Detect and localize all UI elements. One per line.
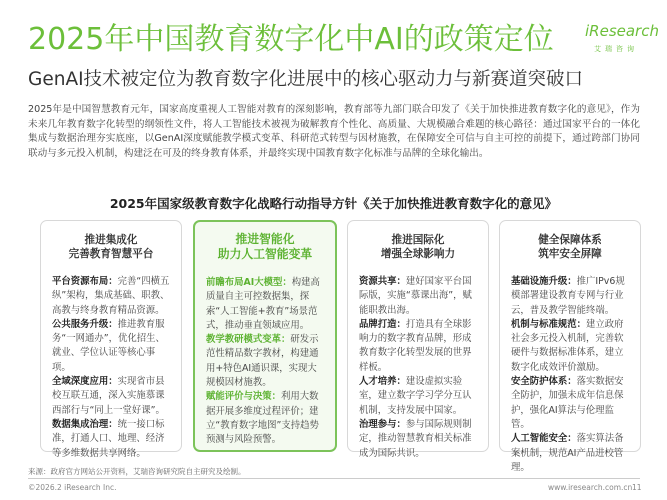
item-key: 全域深度应用： [52, 376, 118, 388]
page-title: 2025年中国教育数字化中AI的政策定位 [28, 22, 554, 57]
card-heading [500, 233, 640, 261]
card-heading [348, 233, 488, 261]
card-body [41, 261, 181, 461]
item-text: 研发示范性精品数字教材，构建通用+特色AI通识课，实现大规模因材施教。 [206, 334, 319, 389]
item-key: 教学教研模式变革： [206, 334, 291, 346]
logo-subtext: 艾瑞咨询 [594, 45, 638, 53]
item-key: 基础设施升级： [511, 276, 577, 287]
card-item [206, 333, 326, 390]
item-text: 构建高质量自主可控数据集，探索“人工智能+教育”场景范式，推动垂直领域应用。 [206, 277, 320, 331]
item-key: 机制与标准规范： [511, 318, 587, 330]
card-item [52, 418, 172, 461]
section-title: 2025年国家级教育数字化战略行动指导方针《关于加快推进教育数字化的意见》 [109, 196, 558, 211]
card-heading-line2: 筑牢安全屏障 [538, 248, 602, 260]
card-item [359, 275, 479, 318]
item-text: 打造具有全球影响力的数字教育品牌，形成教育数字化转型发展的世界样板。 [359, 318, 472, 373]
card-item [511, 432, 631, 475]
source-note: 来源：政府官方网站公开资料，艾瑞咨询研究院自主研究及绘制。 [28, 467, 246, 476]
item-text: 建设虚拟实验室，建立数字学习学分互认机制，支持发展中国家。 [359, 376, 472, 416]
item-text: 参与国际规则制定，推动智慧教育相关标准成为国际共识。 [359, 418, 472, 459]
card-item [359, 418, 479, 461]
card-body [348, 261, 488, 461]
card-heading-line1: 推进集成化 [84, 234, 138, 246]
card-item [206, 276, 326, 333]
item-key: 治理参与： [359, 418, 406, 430]
item-text: 建好国家平台国际版，实施“慕课出海”，赋能职教出海。 [359, 276, 472, 316]
card-heading-line1: 推进智能化 [235, 232, 295, 246]
item-text: 推广IPv6规模部署建设教育专网与行业云，普及教学智能终端。 [511, 276, 625, 316]
website-url: www.iresearch.com.cn [548, 483, 633, 492]
card-internationalization [347, 220, 489, 459]
intro-paragraph: 2025年是中国智慧教育元年，国家高度重视人工智能对教育的深刻影响，教育部等九部门联合印发了《关于加快推进教育数字化的意见》，作为未来几年教育数字化转型的纲领性文件，将人工智能技术被视为破解教育个性化、高质量、大规模融合难题的核心路径：通过国家平台的一体化集成与数据治理夯实底座，以GenAI深度赋能教学模式变革、科研范式转型与因材施教，在保障安全可信与自主可控的前提下，通过跨部门协同联动与多元投入机制，构建泛在可及的终身教育体系，并最终实现中国教育数字化标准与品牌的全球化输出。 [28, 104, 640, 160]
card-heading-line2: 助力人工智能变革 [217, 247, 313, 261]
item-text: 实现省市县校互联互通，深入实施慕课西部行与“同上一堂好课”。 [52, 376, 165, 416]
item-key: 资源共享： [359, 276, 406, 287]
iresearch-logo [585, 22, 659, 62]
card-integration [40, 220, 182, 459]
card-heading-line2: 完善教育智慧平台 [68, 248, 154, 260]
item-text: 利用大数据开展多维度过程评价；建立“教育数字地图”支持趋势预测与风险预警。 [206, 391, 319, 446]
card-heading [41, 233, 181, 261]
item-key: 赋能评价与决策： [206, 391, 282, 403]
card-item [359, 375, 479, 418]
card-item [511, 318, 631, 375]
card-heading-line1: 推进国际化 [391, 234, 445, 246]
copyright: ©2026.2 iResearch Inc. [28, 483, 117, 492]
item-key: 人工智能安全： [511, 433, 577, 445]
page-number: 11 [632, 483, 642, 492]
item-key: 平台资源布局： [52, 276, 118, 287]
card-item [511, 275, 631, 318]
card-item [359, 318, 479, 375]
card-heading-line2: 增强全球影响力 [380, 248, 456, 260]
card-item [52, 275, 172, 318]
item-key: 安全防护体系： [511, 376, 577, 388]
item-text: 推进教育服务“一网通办”，优化招生、就业、学位认证等核心事项。 [52, 318, 165, 373]
item-text: 完善“四横五纵”架构，集成基础、职教、高教与终身教育精品资源。 [52, 276, 170, 316]
card-item [511, 375, 631, 432]
card-item [206, 390, 326, 447]
item-text: 建立政府社会多元投入机制，完善软硬件与数据标准体系，建立数字化成效评价激励。 [511, 318, 624, 373]
card-intelligence [193, 220, 337, 452]
item-key: 品牌打造： [359, 318, 406, 330]
card-body [195, 262, 335, 448]
page-subtitle: GenAI技术被定位为教育数字化进展中的核心驱动力与新赛道突破口 [28, 69, 584, 90]
card-heading [195, 232, 335, 262]
card-body [500, 261, 640, 475]
item-key: 前瞻布局AI大模型： [206, 277, 292, 288]
card-item [52, 318, 172, 375]
card-item [52, 375, 172, 418]
logo-wordmark: iResearch [585, 22, 659, 40]
item-key: 人才培养： [359, 376, 406, 388]
item-text: 统一接口标准，打通人口、地理、经济等多维数据共享网络。 [52, 418, 165, 459]
item-text: 落实数据安全防护，加强未成年信息保护，强化AI算法与伦理监管。 [511, 376, 624, 430]
item-text: 落实算法备案机制，规范AI产品进校管理。 [511, 433, 624, 473]
card-safeguards [499, 220, 641, 473]
card-heading-line1: 健全保障体系 [538, 234, 602, 246]
item-key: 公共服务升级： [52, 318, 118, 330]
footer-divider [28, 478, 640, 479]
item-key: 数据集成治理： [52, 418, 118, 430]
